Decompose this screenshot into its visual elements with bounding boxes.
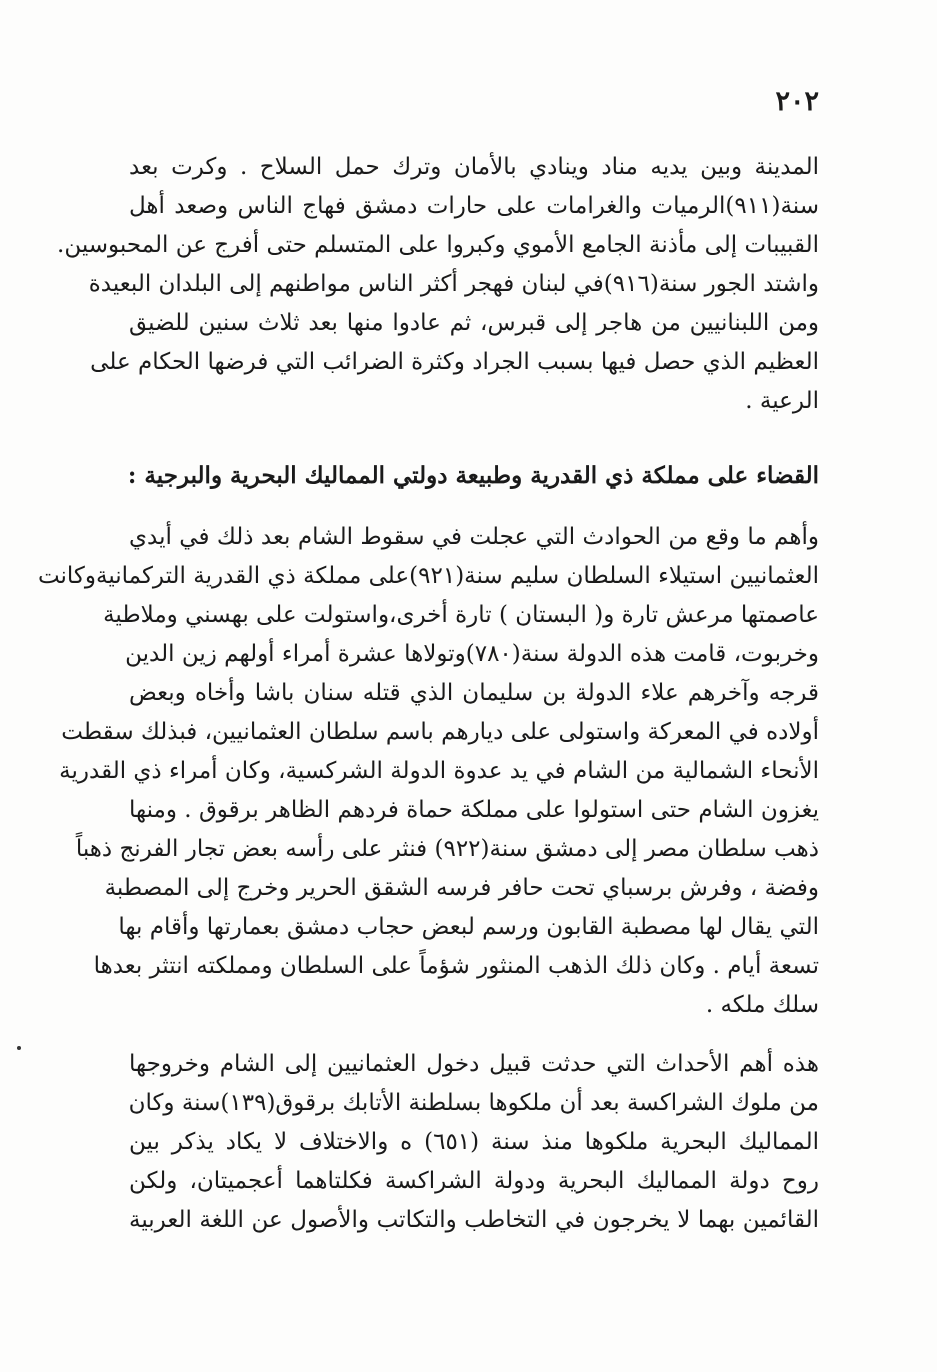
text-line: سنة(٩١١)الرميات والغرامات على حارات دمشق فهاج الناس وصعد أهل bbox=[129, 193, 819, 219]
text-line: روح دولة المماليك البحرية ودولة الشراكسة فكلتاهما أعجميتان، ولكن bbox=[129, 1168, 819, 1194]
text-line: القبيبات إلى مأذنة الجامع الأموي وكبروا على المتسلم حتى أفرج عن المحبوسين. bbox=[57, 232, 819, 258]
text-line: ذهب سلطان مصر إلى دمشق سنة(٩٢٢) فنثر على رأسه بعض تجار الفرنج ذهباً bbox=[75, 836, 819, 862]
paragraph-3 bbox=[129, 1045, 819, 1240]
text-line: العظيم الذي حصل فيها بسبب الجراد وكثرة الضرائب التي فرضها الحكام على bbox=[90, 349, 819, 375]
text-line: قرجه وآخرهم علاء الدولة بن سليمان الذي قتله سنان باشا وأخاه وبعض bbox=[129, 680, 819, 706]
text-line: العثمانيين استيلاء السلطان سليم سنة(٩٢١)على مملكة ذي القدرية التركمانيةوكانت bbox=[37, 563, 819, 589]
paragraph-2 bbox=[37, 518, 819, 1025]
text-line: هذه أهم الأحداث التي حدثت قبيل دخول العثمانيين إلى الشام وخروجها bbox=[129, 1051, 819, 1077]
scan-speck bbox=[17, 1046, 21, 1050]
text-line: الأنحاء الشمالية من الشام في يد عدوة الدولة الشركسية، وكان أمراء ذي القدرية bbox=[59, 758, 819, 784]
text-line: عاصمتها مرعش تارة و( البستان ) تارة أخرى،واستولت على بهسني وملاطية bbox=[103, 602, 819, 628]
text-line: تسعة أيام . وكان ذلك الذهب المنثور شؤماً على السلطان ومملكته انتثر بعدها bbox=[93, 953, 819, 979]
text-line: المماليك البحرية ملكوها منذ سنة (٦٥١) ه والاختلاف لا يكاد يذكر بين bbox=[129, 1129, 820, 1155]
text-line: وأهم ما وقع من الحوادث التي عجلت في سقوط الشام بعد ذلك في أيدي bbox=[129, 524, 819, 550]
page-number: ٢٠٢ bbox=[775, 86, 819, 117]
text-line: المدينة وبين يديه مناد وينادي بالأمان وترك حمل السلاح . وكرت بعد bbox=[129, 154, 819, 180]
text-line: وخربوت، قامت هذه الدولة سنة(٧٨٠)وتولاها عشرة أمراء أولهم زين الدين bbox=[125, 641, 819, 667]
section-heading: القضاء على مملكة ذي القدرية وطبيعة دولتي المماليك البحرية والبرجية : bbox=[127, 462, 819, 489]
text-line: يغزون الشام حتى استولوا على مملكة حماة فردهم الظاهر برقوق . ومنها bbox=[129, 797, 819, 823]
text-line: الرعية . bbox=[745, 388, 819, 414]
text-line: واشتد الجور سنة(٩١٦)في لبنان فهجر أكثر الناس مواطنهم إلى البلدان البعيدة bbox=[88, 271, 819, 297]
text-line: ومن اللبنانيين من هاجر إلى قبرس، ثم عادوا منها بعد ثلاث سنين للضيق bbox=[129, 310, 819, 336]
paragraph-1 bbox=[57, 148, 819, 421]
text-line: وفضة ، وفرش برسباي تحت حافر فرسه الشقق الحرير وخرج إلى المصطبة bbox=[104, 875, 819, 901]
text-line: أولاده في المعركة واستولى على ديارهم باسم سلطان العثمانيين، فبذلك سقطت bbox=[61, 719, 819, 745]
text-line: التي يقال لها مصطبة القابون ورسم لبعض حجاب دمشق بعمارتها وأقام بها bbox=[118, 914, 819, 940]
text-line: القائمين بهما لا يخرجون في التخاطب والتكاتب والأصول عن اللغة العربية bbox=[129, 1207, 819, 1233]
text-line: من ملوك الشراكسة بعد أن ملكوها بسلطنة الأتابك برقوق(١٣٩)سنة وكان bbox=[128, 1090, 819, 1116]
text-line: سلك ملكه . bbox=[705, 992, 819, 1018]
